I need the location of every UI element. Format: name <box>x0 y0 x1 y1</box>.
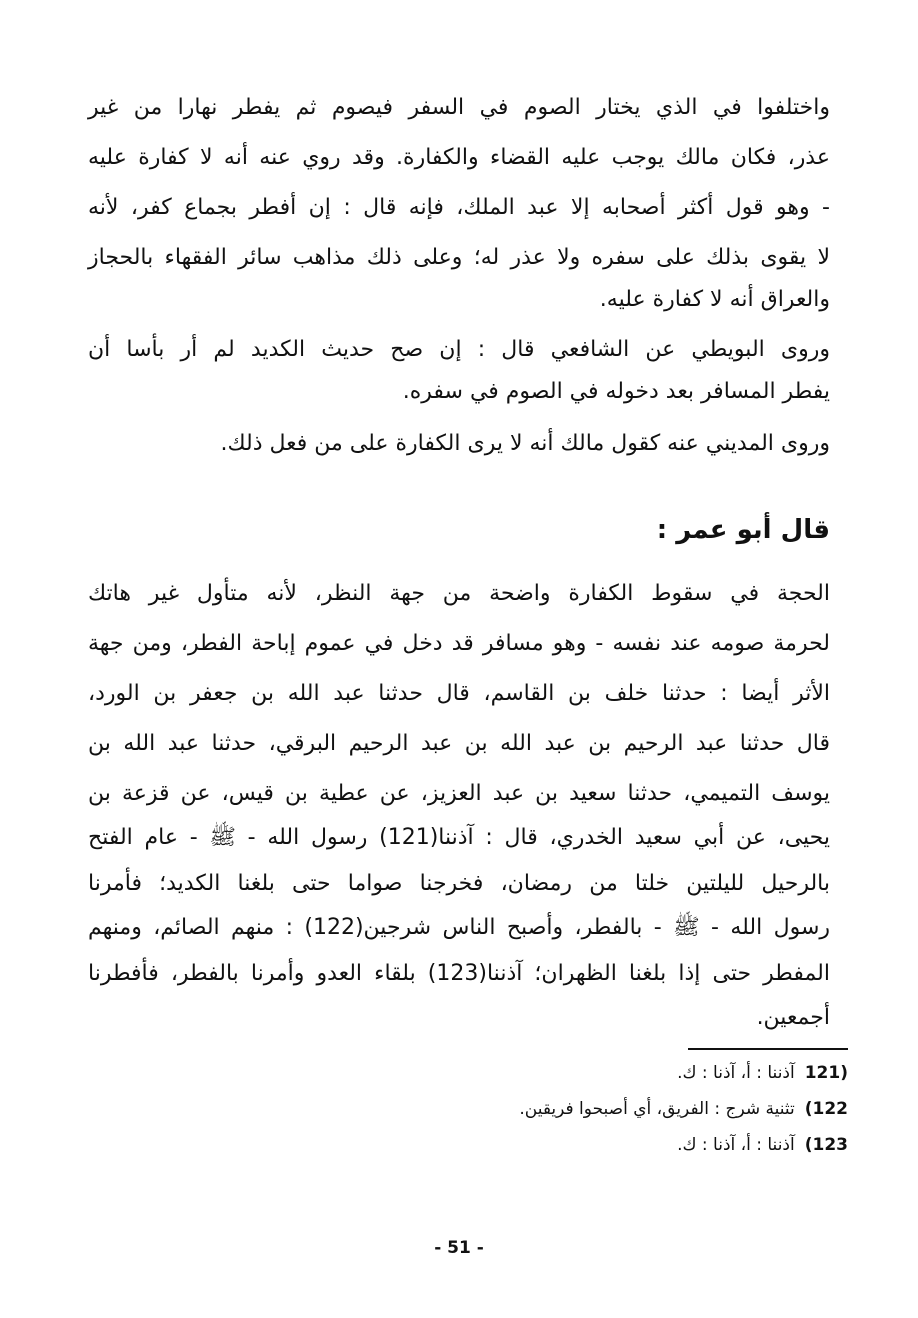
text-line: الحجة في سقوط الكفارة واضحة من جهة النظر، لأنه متأول غير هاتك <box>88 581 830 606</box>
text-line: يحيى، عن أبي سعيد الخدري، قال : آذننا(121) رسول الله - ﷺ - عام الفتح <box>88 825 830 850</box>
page-number: - 51 - <box>434 1238 484 1258</box>
footnote-number: 122) <box>804 1099 848 1119</box>
footnote-number: (121 <box>804 1063 848 1083</box>
section-heading: قال أبو عمر : <box>656 515 830 545</box>
text-line: - وهو قول أكثر أصحابه إلا عبد الملك، فإنه قال : إن أفطر بجماع كفر، لأنه <box>88 195 830 220</box>
text-line: يفطر المسافر بعد دخوله في الصوم في سفره. <box>402 379 830 404</box>
text-line: رسول الله - ﷺ - بالفطر، وأصبح الناس شرجين(122) : منهم الصائم، ومنهم <box>88 915 831 940</box>
footnote-number: 123) <box>804 1135 848 1155</box>
text-line: بالرحيل لليلتين خلتا من رمضان، فخرجنا صواما حتى بلغنا الكديد؛ فأمرنا <box>88 871 830 896</box>
text-line: لا يقوى بذلك على سفره ولا عذر له؛ وعلى ذلك مذاهب سائر الفقهاء بالحجاز <box>88 245 830 270</box>
footnote <box>88 1132 848 1158</box>
footnote <box>88 1096 848 1122</box>
footnote-text: آذننا : أ، آذنا : ك. <box>677 1135 795 1155</box>
text-line: واختلفوا في الذي يختار الصوم في السفر فيصوم ثم يفطر نهارا من غير <box>88 95 830 120</box>
footnote-text: تثنية شرج : الفريق، أي أصبحوا فريقين. <box>519 1099 795 1119</box>
text-line: وروى البويطي عن الشافعي قال : إن صح حديث الكديد لم أر بأسا أن <box>88 337 830 362</box>
text-line: المفطر حتى إذا بلغنا الظهران؛ آذننا(123) بلقاء العدو وأمرنا بالفطر، فأفطرنا <box>88 961 830 986</box>
text-line: أجمعين. <box>756 1005 830 1030</box>
text-line: وروى المديني عنه كقول مالك أنه لا يرى الكفارة على من فعل ذلك. <box>220 431 830 456</box>
text-line: لحرمة صومه عند نفسه - وهو مسافر قد دخل في عموم إباحة الفطر، ومن جهة <box>88 631 830 656</box>
footnote <box>88 1060 848 1086</box>
footnote-divider <box>688 1048 848 1050</box>
text-line: الأثر أيضا : حدثنا خلف بن القاسم، قال حدثنا عبد الله بن جعفر بن الورد، <box>88 681 830 706</box>
text-line: والعراق أنه لا كفارة عليه. <box>599 287 830 312</box>
footnote-text: آذننا : أ، آذنا : ك. <box>677 1063 795 1083</box>
text-line: قال حدثنا عبد الرحيم بن عبد الله بن عبد الرحيم البرقي، حدثنا عبد الله بن <box>88 731 830 756</box>
text-line: يوسف التميمي، حدثنا سعيد بن عبد العزيز، عن عطية بن قيس، عن قزعة بن <box>88 781 830 806</box>
text-line: عذر، فكان مالك يوجب عليه القضاء والكفارة. وقد روي عنه أنه لا كفارة عليه <box>88 145 830 170</box>
